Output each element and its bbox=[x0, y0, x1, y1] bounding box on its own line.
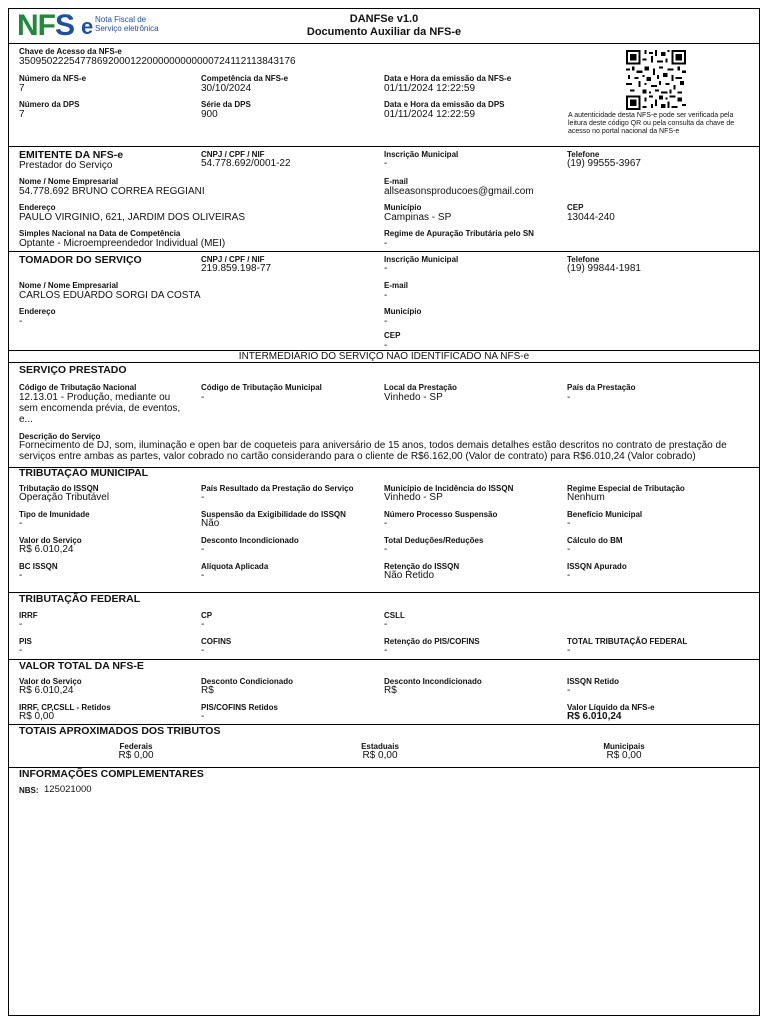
tomador-mun-label: Município bbox=[384, 307, 422, 316]
danfse-document bbox=[8, 8, 760, 1016]
desc-incond-label: Desconto Incondicionado bbox=[201, 536, 299, 545]
retencao-issqn-label: Retenção do ISSQN bbox=[384, 562, 460, 571]
pais-prestacao-label: País da Prestação bbox=[567, 383, 636, 392]
regime-esp-value: Nenhum bbox=[567, 492, 605, 503]
suspensao-label: Suspensão da Exigibilidade do ISSQN bbox=[201, 510, 346, 519]
pais-res-value: - bbox=[201, 492, 205, 503]
vt-valor-servico-label: Valor do Serviço bbox=[19, 677, 82, 686]
serie-dps-label: Série da DPS bbox=[201, 100, 251, 109]
municipais-value: R$ 0,00 bbox=[606, 750, 642, 761]
desc-servico-label: Descrição do Serviço bbox=[19, 432, 101, 441]
emitente-nome-value: 54.778.692 BRUNO CORREA REGGIANI bbox=[19, 186, 205, 197]
cp-label: CP bbox=[201, 611, 213, 620]
totais-title: TOTAIS APROXIMADOS DOS TRIBUTOS bbox=[19, 725, 221, 737]
local-prestacao-value: Vinhedo - SP bbox=[384, 392, 443, 403]
cofins-label: COFINS bbox=[201, 637, 232, 646]
total-deducoes-label: Total Deduções/Reduções bbox=[384, 536, 484, 545]
emitente-mun-label: Município bbox=[384, 203, 422, 212]
mun-inc-value: Vinhedo - SP bbox=[384, 492, 443, 503]
pis-value: - bbox=[19, 645, 23, 656]
servico-title: SERVIÇO PRESTADO bbox=[19, 364, 127, 376]
chave-value: 35095022254778692000122000000000000724112113843176 bbox=[19, 56, 296, 67]
tomador-mun-value: - bbox=[384, 316, 388, 327]
vt-pis-retidos-value: - bbox=[201, 711, 205, 722]
emitente-role: Prestador do Serviço bbox=[19, 160, 113, 171]
info-section bbox=[9, 768, 759, 848]
emitente-title: EMITENTE DA NFS-e bbox=[19, 149, 124, 161]
vt-desc-cond-value: R$ bbox=[201, 685, 214, 696]
tomador-cnpj-label: CNPJ / CPF / NIF bbox=[201, 255, 265, 264]
beneficio-label: Benefício Municipal bbox=[567, 510, 643, 519]
tomador-cep-value: - bbox=[384, 340, 388, 351]
emitente-mun-value: Campinas - SP bbox=[384, 212, 452, 223]
emissao-nfse-label: Data e Hora da emissão da NFS-e bbox=[384, 74, 512, 83]
cp-value: - bbox=[201, 619, 205, 630]
tomador-nome-value: CARLOS EDUARDO SORGI DA COSTA bbox=[19, 290, 201, 301]
emitente-im-label: Inscrição Municipal bbox=[384, 150, 459, 159]
cod-nac-value: 12.13.01 - Produção, mediante ou sem encomenda prévia, de eventos, e... bbox=[19, 392, 181, 425]
logo-main-text: NF bbox=[17, 9, 55, 42]
trib-municipal-title: TRIBUTAÇÃO MUNICIPAL bbox=[19, 467, 149, 479]
bc-issqn-value: - bbox=[19, 570, 23, 581]
emissao-nfse-value: 01/11/2024 12:22:59 bbox=[384, 83, 476, 94]
ret-pis-cofins-label: Retenção do PIS/COFINS bbox=[384, 637, 480, 646]
csll-value: - bbox=[384, 619, 388, 630]
emitente-tel-value: (19) 99555-3967 bbox=[567, 158, 641, 169]
valor-total-section bbox=[9, 660, 759, 725]
federais-value: R$ 0,00 bbox=[118, 750, 154, 761]
logo-sub-line1: Nota Fiscal de bbox=[95, 15, 147, 24]
emitente-email-value: allseasonsproducoes@gmail.com bbox=[384, 186, 534, 197]
emitente-end-value: PAULO VIRGINIO, 621, JARDIM DOS OLIVEIRAS bbox=[19, 212, 245, 223]
federais-label: Federais bbox=[119, 742, 153, 751]
trib-issqn-value: Operação Tributável bbox=[19, 492, 110, 503]
csll-label: CSLL bbox=[384, 611, 405, 620]
vt-issqn-retido-value: - bbox=[567, 685, 571, 696]
tomador-im-value: - bbox=[384, 263, 388, 274]
tomador-cnpj-value: 219.859.198-77 bbox=[201, 263, 272, 274]
tomador-cep-label: CEP bbox=[384, 331, 401, 340]
estaduais-value: R$ 0,00 bbox=[362, 750, 398, 761]
aliquota-label: Alíquota Aplicada bbox=[201, 562, 269, 571]
regime-esp-label: Regime Especial de Tributação bbox=[567, 484, 685, 493]
document-header bbox=[9, 9, 759, 44]
local-prestacao-label: Local da Prestação bbox=[384, 383, 457, 392]
tomador-im-label: Inscrição Municipal bbox=[384, 255, 459, 264]
retencao-issqn-value: Não Retido bbox=[384, 570, 435, 581]
logo-sub-line2: Serviço eletrônica bbox=[95, 24, 159, 33]
emitente-section bbox=[9, 147, 759, 252]
competencia-value: 30/10/2024 bbox=[201, 83, 252, 94]
trib-issqn-label: Tributação do ISSQN bbox=[19, 484, 99, 493]
competencia-label: Competência da NFS-e bbox=[201, 74, 289, 83]
vt-desc-incond-value: R$ bbox=[384, 685, 397, 696]
mun-inc-label: Município de Incidência do ISSQN bbox=[384, 484, 514, 493]
cod-mun-value: - bbox=[201, 392, 205, 403]
tomador-title: TOMADOR DO SERVIÇO bbox=[19, 254, 142, 266]
logo-e-text: e bbox=[81, 14, 94, 39]
imunidade-label: Tipo de Imunidade bbox=[19, 510, 90, 519]
valor-servico-value: R$ 6.010,24 bbox=[19, 544, 74, 555]
tomador-email-label: E-mail bbox=[384, 281, 409, 290]
tomador-section bbox=[9, 252, 759, 352]
irrf-label: IRRF bbox=[19, 611, 38, 620]
vt-valor-servico-value: R$ 6.010,24 bbox=[19, 685, 74, 696]
vt-desc-incond-label: Desconto Incondicionado bbox=[384, 677, 482, 686]
chave-label: Chave de Acesso da NFS-e bbox=[19, 47, 122, 56]
issqn-apurado-value: - bbox=[567, 570, 571, 581]
desc-incond-value: - bbox=[201, 544, 205, 555]
total-federal-value: - bbox=[567, 645, 571, 656]
emitente-cnpj-label: CNPJ / CPF / NIF bbox=[201, 150, 265, 159]
bc-issqn-label: BC ISSQN bbox=[19, 562, 58, 571]
emissao-dps-label: Data e Hora da emissão da DPS bbox=[384, 100, 505, 109]
emitente-regime-label: Regime de Apuração Tributária pelo SN bbox=[384, 229, 534, 238]
valor-servico-label: Valor do Serviço bbox=[19, 536, 82, 545]
total-deducoes-value: - bbox=[384, 544, 388, 555]
issqn-apurado-label: ISSQN Apurado bbox=[567, 562, 627, 571]
pis-label: PIS bbox=[19, 637, 32, 646]
beneficio-value: - bbox=[567, 518, 571, 529]
estaduais-label: Estaduais bbox=[361, 742, 399, 751]
nbs-label: NBS: bbox=[19, 786, 39, 795]
numero-dps-label: Número da DPS bbox=[19, 100, 80, 109]
cod-nac-label: Código de Tributação Nacional bbox=[19, 383, 137, 392]
tomador-tel-label: Telefone bbox=[567, 255, 600, 264]
emitente-cnpj-value: 54.778.692/0001-22 bbox=[201, 158, 291, 169]
desc-servico-value: Fornecimento de DJ, som, iluminação e open bar de coqueteis para aniversário de 15 anos, todos demais detalhes estão descritos no contrato de prestação de serviços entre ambas as partes, valor cobrado no cartão considerando para o cliente de R$6.162,00 (Valor de contrato) para R$6.010,24 (Valor cobrado) bbox=[19, 440, 727, 462]
emitente-tel-label: Telefone bbox=[567, 150, 600, 159]
emitente-simples-value: Optante - Microempreendedor Individual (MEI) bbox=[19, 238, 226, 249]
emitente-cep-value: 13044-240 bbox=[567, 212, 615, 223]
trib-municipal-section bbox=[9, 467, 759, 593]
emitente-nome-label: Nome / Nome Empresarial bbox=[19, 177, 119, 186]
aliquota-value: - bbox=[201, 570, 205, 581]
total-federal-label: TOTAL TRIBUTAÇÃO FEDERAL bbox=[567, 637, 688, 646]
vt-liquido-label: Valor Líquido da NFS-e bbox=[567, 703, 655, 712]
emitente-email-label: E-mail bbox=[384, 177, 409, 186]
info-title: INFORMAÇÕES COMPLEMENTARES bbox=[19, 768, 204, 780]
nbs-value: 125021000 bbox=[44, 784, 92, 795]
tomador-email-value: - bbox=[384, 290, 388, 301]
vt-pis-retidos-label: PIS/COFINS Retidos bbox=[201, 703, 278, 712]
pais-res-label: País Resultado da Prestação do Serviço bbox=[201, 484, 354, 493]
imunidade-value: - bbox=[19, 518, 23, 529]
tomador-nome-label: Nome / Nome Empresarial bbox=[19, 281, 119, 290]
qr-authenticity-note: A autenticidade desta NFS-e pode ser verificada pela leitura deste código QR ou pela consulta da chave de acesso no portal nacional da NFS-e bbox=[568, 112, 735, 135]
serie-dps-value: 900 bbox=[201, 109, 218, 120]
emitente-regime-value: - bbox=[384, 238, 388, 249]
trib-federal-title: TRIBUTAÇÃO FEDERAL bbox=[19, 593, 141, 605]
vt-liquido-value: R$ 6.010,24 bbox=[567, 711, 622, 722]
numero-nfse-value: 7 bbox=[19, 83, 25, 94]
document-title: DANFSe v1.0 bbox=[349, 13, 419, 25]
valor-total-title: VALOR TOTAL DA NFS-E bbox=[19, 660, 144, 672]
vt-issqn-retido-label: ISSQN Retido bbox=[567, 677, 620, 686]
num-proc-label: Número Processo Suspensão bbox=[384, 510, 498, 519]
irrf-value: - bbox=[19, 619, 23, 630]
trib-federal-section bbox=[9, 593, 759, 660]
municipais-label: Municipais bbox=[603, 742, 645, 751]
ret-pis-cofins-value: - bbox=[384, 645, 388, 656]
intermediario-notice: INTERMEDIÁRIO DO SERVIÇO NÃO IDENTIFICADO NA NFS-e bbox=[238, 351, 530, 362]
emitente-cep-label: CEP bbox=[567, 203, 584, 212]
logo-s-text: S bbox=[55, 9, 75, 42]
emitente-im-value: - bbox=[384, 158, 388, 169]
emissao-dps-value: 01/11/2024 12:22:59 bbox=[384, 109, 476, 120]
emitente-simples-label: Simples Nacional na Data de Competência bbox=[19, 229, 181, 238]
vt-irrf-retidos-value: R$ 0,00 bbox=[19, 711, 55, 722]
pais-prestacao-value: - bbox=[567, 392, 571, 403]
emitente-end-label: Endereço bbox=[19, 203, 56, 212]
totais-section bbox=[9, 725, 759, 768]
num-proc-value: - bbox=[384, 518, 388, 529]
vt-irrf-retidos-label: IRRF, CP,CSLL - Retidos bbox=[19, 703, 111, 712]
cod-mun-label: Código de Tributação Municipal bbox=[201, 383, 322, 392]
numero-dps-value: 7 bbox=[19, 109, 25, 120]
calculo-bm-value: - bbox=[567, 544, 571, 555]
numero-nfse-label: Número da NFS-e bbox=[19, 74, 87, 83]
vt-desc-cond-label: Desconto Condicionado bbox=[201, 677, 293, 686]
calculo-bm-label: Cálculo do BM bbox=[567, 536, 623, 545]
tomador-end-label: Endereço bbox=[19, 307, 56, 316]
tomador-end-value: - bbox=[19, 316, 23, 327]
servico-section bbox=[9, 362, 759, 468]
document-subtitle: Documento Auxiliar da NFS-e bbox=[306, 26, 462, 38]
qr-code-icon bbox=[626, 50, 686, 110]
suspensao-value: Não bbox=[201, 518, 220, 529]
tomador-tel-value: (19) 99844-1981 bbox=[567, 263, 641, 274]
cofins-value: - bbox=[201, 645, 205, 656]
